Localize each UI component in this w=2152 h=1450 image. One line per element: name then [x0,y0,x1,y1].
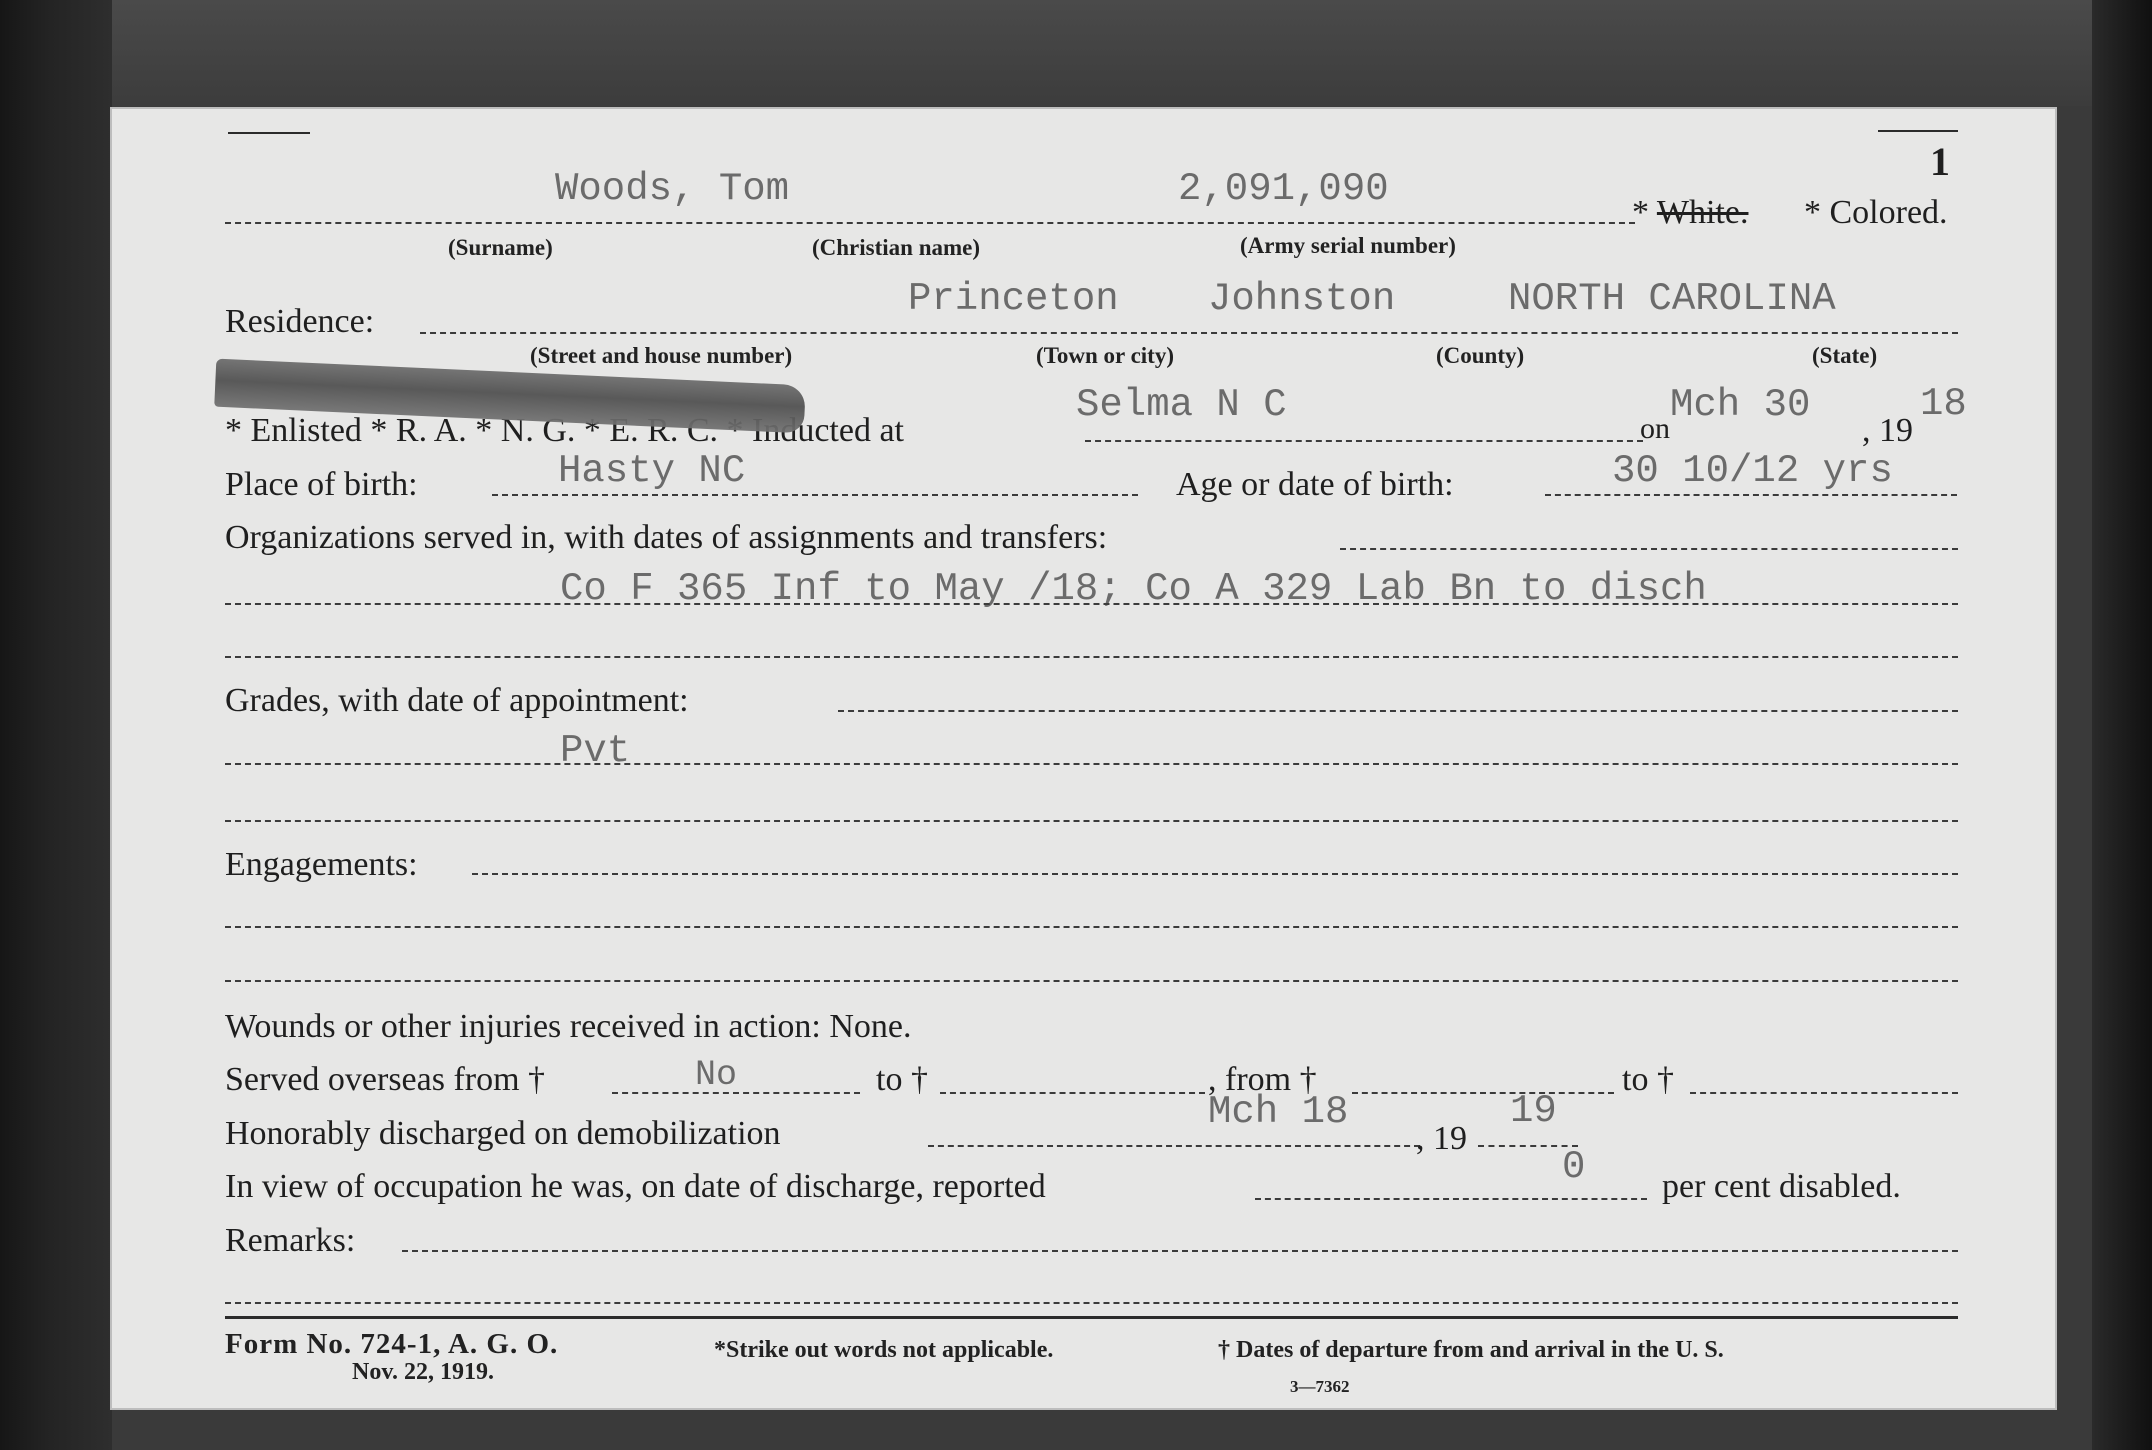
top-right-rule [1878,130,1958,132]
state-caption: (State) [1812,343,1878,368]
organizations-line-2 [225,603,1958,605]
percent-disabled-label: per cent disabled. [1662,1168,1901,1205]
discharged-label: Honorably discharged on demobilization [225,1115,781,1152]
grades-line-1 [838,710,1958,712]
engagements-line-1 [472,873,1958,875]
town-caption: (Town or city) [1036,343,1174,368]
residence-line [420,332,1958,334]
engagements-line-2 [225,926,1958,928]
remarks-line-1 [402,1250,1958,1252]
scan-background-left [0,0,112,1450]
organizations-line-1 [1340,548,1958,550]
typed-induct-year: 18 [1920,382,1967,426]
year-prefix: , 19 [1862,412,1913,449]
typed-discharge-year: 19 [1510,1089,1557,1133]
wounds-label: Wounds or other injuries received in action: None. [225,1008,912,1045]
print-code: 3—7362 [1290,1377,1350,1396]
on-label: on [1640,412,1670,445]
remarks-line-2 [225,1302,1958,1304]
surname-caption: (Surname) [448,235,553,260]
typed-state: NORTH CAROLINA [1508,277,1836,321]
scan-background-right [2092,0,2152,1450]
overseas-from-line [612,1092,860,1094]
street-caption: (Street and house number) [530,343,793,368]
overseas-to-label-1: to † [876,1061,928,1098]
birthplace-line [492,494,1138,496]
age-label: Age or date of birth: [1176,466,1454,503]
remarks-label: Remarks: [225,1222,356,1259]
enlisted-label: * Enlisted * R. A. * N. G. * E. R. C. * Inducted at [225,412,905,449]
typed-county: Johnston [1208,277,1396,321]
dates-note: † Dates of departure from and arrival in the U. S. [1218,1337,1724,1363]
typed-town: Princeton [908,277,1119,321]
disabled-line [1255,1198,1647,1200]
age-line [1545,494,1957,496]
form-number: Form No. 724-1, A. G. O. [225,1328,559,1360]
served-overseas-label: Served overseas from † [225,1061,546,1098]
name-line [225,222,1635,224]
form-date: Nov. 22, 1919. [352,1359,495,1385]
grades-line-2 [225,763,1958,765]
typed-age: 30 10/12 yrs [1612,449,1893,493]
typed-organizations: Co F 365 Inf to May /18; Co A 329 Lab Bn to disch [560,567,1707,611]
organizations-line-3 [225,656,1958,658]
typed-induct-date: Mch 30 [1670,383,1811,427]
colored-label: * Colored. [1804,194,1948,231]
engagements-line-3 [225,980,1958,982]
strike-note: *Strike out words not applicable. [714,1337,1054,1363]
footer-rule [225,1316,1958,1319]
overseas-from-label-2: , from † [1208,1061,1317,1098]
organizations-label: Organizations served in, with dates of assignments and transfers: [225,519,1108,556]
occupation-label: In view of occupation he was, on date of discharge, reported [225,1168,1046,1205]
typed-birthplace: Hasty NC [558,449,746,493]
overseas-to-line-2 [1690,1092,1958,1094]
typed-inducted-at: Selma N C [1076,383,1287,427]
card-number: 1 [1930,139,1950,184]
top-left-rule [228,132,310,134]
army-serial-caption: (Army serial number) [1240,233,1456,258]
grades-label: Grades, with date of appointment: [225,682,689,719]
overseas-from-line-2 [1352,1092,1614,1094]
white-label: * White. [1632,194,1749,231]
grades-line-3 [225,820,1958,822]
typed-grade: Pvt [560,729,631,773]
typed-serial: 2,091,090 [1178,167,1389,211]
county-caption: (County) [1436,343,1525,368]
discharge-line [928,1145,1420,1147]
typed-overseas-from: No [695,1055,738,1095]
scan-background-top [0,0,2152,106]
christian-name-caption: (Christian name) [812,235,981,260]
residence-label: Residence: [225,303,375,340]
overseas-to-label-2: to † [1622,1061,1674,1098]
overseas-to-line-1 [940,1092,1205,1094]
typed-name: Woods, Tom [555,167,790,211]
place-of-birth-label: Place of birth: [225,466,418,503]
typed-discharge-date: Mch 18 [1208,1090,1349,1134]
discharge-year-prefix: , 19 [1416,1120,1467,1157]
engagements-label: Engagements: [225,846,418,883]
inducted-line [1085,440,1643,442]
typed-disabled-percent: 0 [1562,1145,1586,1189]
